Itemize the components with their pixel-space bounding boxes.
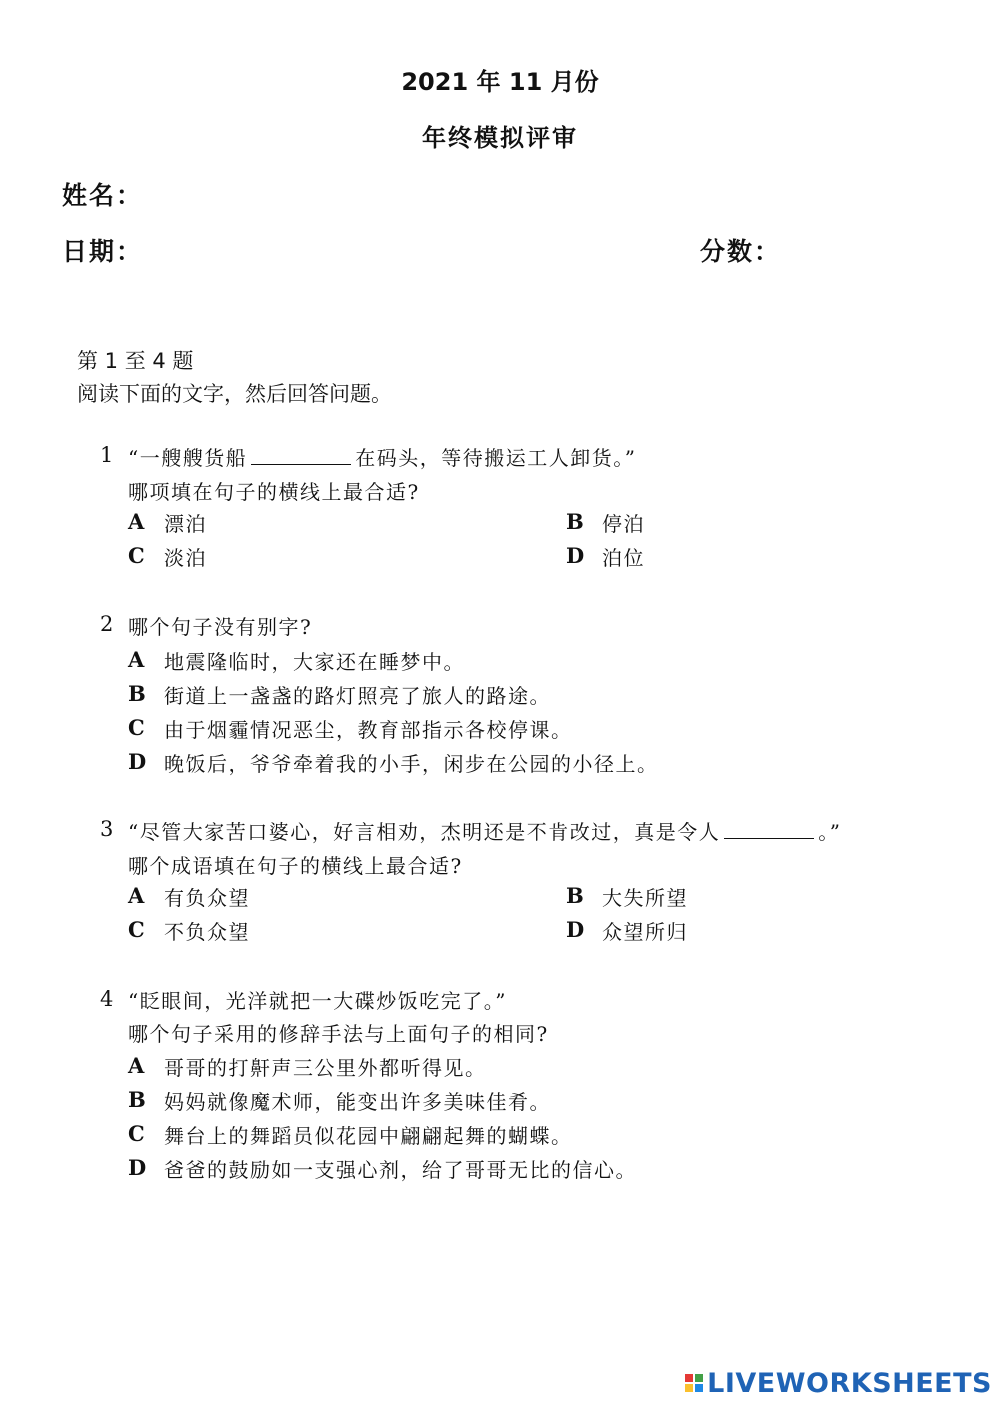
question-4-number: 4 <box>100 987 114 1011</box>
section-range: 第 1 至 4 题 <box>77 349 194 373</box>
q3-option-d-letter: D <box>566 917 585 942</box>
q4-option-a-letter: A <box>128 1053 145 1078</box>
question-4-prompt: 哪个句子采用的修辞手法与上面句子的相同? <box>128 1022 549 1046</box>
question-3-blank[interactable] <box>724 822 814 839</box>
q1-option-a-letter: A <box>128 509 145 534</box>
question-3-number: 3 <box>100 817 114 841</box>
question-1-stem-after: 在码头，等待搬运工人卸货。” <box>355 446 637 470</box>
question-2-prompt: 哪个句子没有别字? <box>128 615 313 639</box>
q3-option-b[interactable]: 大失所望 <box>602 886 688 910</box>
q3-option-a-letter: A <box>128 883 145 908</box>
q4-option-b[interactable]: 妈妈就像魔术师，能变出许多美味佳肴。 <box>164 1090 551 1114</box>
q4-option-a[interactable]: 哥哥的打鼾声三公里外都听得见。 <box>164 1056 487 1080</box>
q2-option-b-letter: B <box>128 681 146 706</box>
question-3-prompt: 哪个成语填在句子的横线上最合适? <box>128 854 463 878</box>
q4-option-b-letter: B <box>128 1087 146 1112</box>
question-1-stem-before: “一艘艘货船 <box>128 446 248 470</box>
q3-option-c-letter: C <box>128 917 145 942</box>
name-label: 姓名： <box>62 181 144 210</box>
q4-option-d-letter: D <box>128 1155 147 1180</box>
question-1-prompt: 哪项填在句子的横线上最合适? <box>128 480 420 504</box>
question-3-stem-before: “尽管大家苦口婆心，好言相劝，杰明还是不肯改过，真是令人 <box>128 820 721 844</box>
q2-option-d[interactable]: 晚饭后，爷爷牵着我的小手，闲步在公园的小径上。 <box>164 752 659 776</box>
logo-cell-i <box>695 1374 703 1382</box>
q1-option-a[interactable]: 漂泊 <box>164 512 207 536</box>
question-3-stem-after: 。” <box>818 820 842 844</box>
q3-option-d[interactable]: 众望所归 <box>602 920 688 944</box>
q2-option-b[interactable]: 街道上一盏盏的路灯照亮了旅人的路途。 <box>164 684 551 708</box>
score-label: 分数： <box>700 237 782 266</box>
question-1-number: 1 <box>100 443 114 467</box>
exam-title: 年终模拟评审 <box>422 124 578 152</box>
question-1-blank[interactable] <box>251 448 351 465</box>
logo-cell-l <box>685 1374 693 1382</box>
section-instruction: 阅读下面的文字，然后回答问题。 <box>77 382 392 406</box>
liveworksheets-logo-icon <box>685 1374 703 1392</box>
q1-option-b[interactable]: 停泊 <box>602 512 645 536</box>
q1-option-d[interactable]: 泊位 <box>602 546 645 570</box>
q2-option-a[interactable]: 地震隆临时，大家还在睡梦中。 <box>164 650 465 674</box>
question-2-number: 2 <box>100 612 114 636</box>
logo-cell-e <box>695 1384 703 1392</box>
logo-cell-v <box>685 1384 693 1392</box>
q2-option-c-letter: C <box>128 715 145 740</box>
q2-option-d-letter: D <box>128 749 147 774</box>
liveworksheets-text: LIVEWORKSHEETS <box>707 1367 992 1399</box>
q2-option-c[interactable]: 由于烟霾情况恶尘，教育部指示各校停课。 <box>164 718 573 742</box>
date-label: 日期： <box>62 237 144 266</box>
date-title: 2021 年 11 月份 <box>401 68 599 96</box>
liveworksheets-brand <box>685 1367 992 1399</box>
q3-option-a[interactable]: 有负众望 <box>164 886 250 910</box>
q4-option-c-letter: C <box>128 1121 145 1146</box>
q1-option-d-letter: D <box>566 543 585 568</box>
q4-option-c[interactable]: 舞台上的舞蹈员似花园中翩翩起舞的蝴蝶。 <box>164 1124 573 1148</box>
question-1-stem <box>128 442 636 471</box>
q3-option-c[interactable]: 不负众望 <box>164 920 250 944</box>
question-4-stem: “眨眼间，光洋就把一大碟炒饭吃完了。” <box>128 989 507 1013</box>
q3-option-b-letter: B <box>566 883 584 908</box>
q2-option-a-letter: A <box>128 647 145 672</box>
q1-option-c-letter: C <box>128 543 145 568</box>
question-3-stem <box>128 816 841 845</box>
q1-option-c[interactable]: 淡泊 <box>164 546 207 570</box>
q1-option-b-letter: B <box>566 509 584 534</box>
q4-option-d[interactable]: 爸爸的鼓励如一支强心剂，给了哥哥无比的信心。 <box>164 1158 637 1182</box>
